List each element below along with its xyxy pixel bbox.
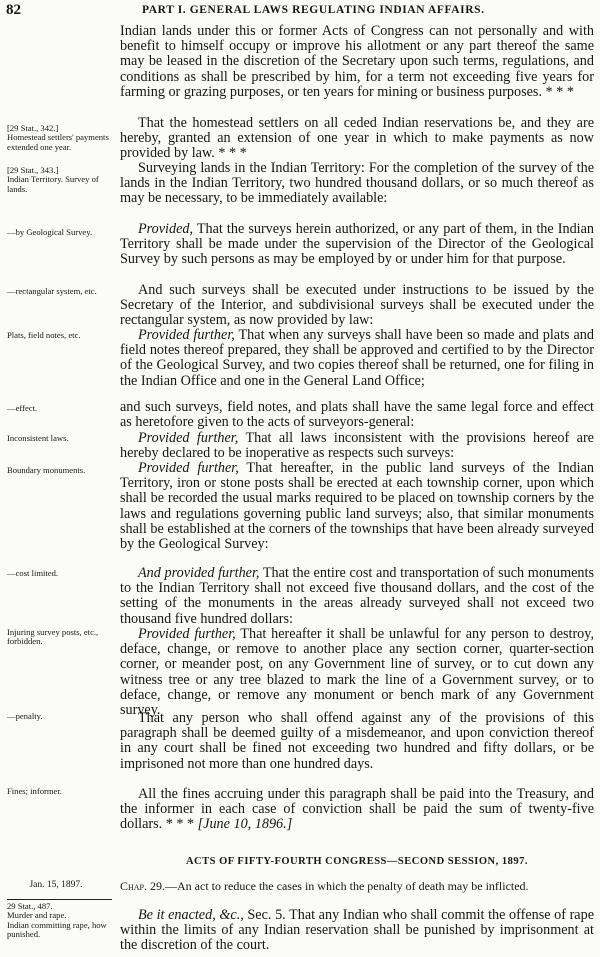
running-head-title: PART I. GENERAL LAWS REGULATING INDIAN AFFAIRS. — [142, 4, 485, 16]
paragraph-surveying-lands: Surveying lands in the Indian Territory: For the completion of the survey of the lands in the Indian Territory, two hundred thousand dollars, or so much thereof as may be necessary, to be immediately available: — [120, 160, 594, 207]
paragraph-legal-effect: and such surveys, field notes, and plats shall have the same legal force and effect as heretofore given to the acts of surveyors-general: — [120, 399, 594, 431]
margin-note-survey-of-lands: [29 Stat., 343.] Indian Territory. Survey of lands. — [7, 165, 99, 194]
enactment-date: [June 10, 1896.] — [197, 816, 293, 833]
margin-note-cost-limited: —cost limited. — [7, 568, 59, 578]
paragraph-boundary-monuments: Provided further, That hereafter, in the public land surveys of the Indian Territory, iron or stone posts shall be erected at each township corner, upon which shall be recorded the usual marks required to be placed on township corners by the laws and regulations governing public land surveys; also, that similar monuments shall be established at the corners of the townships that have been already surveyed by the Geological Survey: — [120, 460, 594, 553]
paragraph-plats-field-notes: Provided further, That when any surveys shall have been so made and plats and field notes thereof prepared, they shall be approved and certified to by the Director of the Geological Survey, and two copies thereof shall be returned, one for filing in the Indian Office and one in the General Land Office; — [120, 327, 594, 389]
margin-note-effect: —effect. — [7, 403, 38, 413]
paragraph-lease-allotment: Indian lands under this or former Acts of Congress can not personally and with benefit to himself occupy or improve his allotment or any part thereof the same may be leased in the discretion of the Secretary upon such terms, regulations, and conditions as shall be prescribed by him, for a term not exceeding five years for farming or grazing purposes, or ten years for mining or business purposes. * * * — [120, 23, 594, 100]
paragraph-penalty: That any person who shall offend against any of the provisions of this paragraph shall be deemed guilty of a misdemeanor, and upon conviction thereof in any court shall be fined not exceeding two hundred and fifty dollars, or be imprisoned not more than one hundred days. — [120, 710, 594, 772]
paragraph-rectangular-system: And such surveys shall be executed under instructions to be issued by the Secretary of the Interior, and subdivisional surveys shall be executed under the rectangular system, as now provided by law: — [120, 282, 594, 329]
chapter-label: Chap. 29. — [120, 879, 166, 893]
paragraph-geological-survey: Provided, That the surveys herein authorized, or any part of them, in the Indian Territory shall be made under the supervision of the Director of the Geological Survey by such persons as may be employed by or under him for that purpose. — [120, 221, 594, 268]
chapter-title: Chap. 29.—An act to reduce the cases in which the penalty of death may be inflicted. — [120, 879, 529, 893]
paragraph-fines-informer: All the fines accruing under this paragraph shall be paid into the Treasury, and the informer in each case of conviction shall be paid the sum of twenty-five dollars. * * * [June 10, 1896.] — [120, 786, 594, 833]
margin-note-geological-survey: —by Geological Survey. — [7, 227, 93, 237]
margin-note-plats: Plats, field notes, etc. — [7, 330, 81, 340]
paragraph-homestead-settlers: That the homestead settlers on all ceded Indian reservations be, and they are hereby, granted an extension of one year in which to make payments as now provided by law. * * * — [120, 115, 594, 162]
margin-note-boundary-monuments: Boundary monuments. — [7, 465, 86, 475]
paragraph-injuring-posts: Provided further, That hereafter it shall be unlawful for any person to destroy, deface, change, or remove to another place any section corner, quarter-section corner, or meander post, on any Government line of survey, or to cut down any witness tree or any tree blazed to mark the line of a Government survey, or to deface, change, or remove any monument or bench mark of any Government survey. — [120, 626, 594, 719]
page-number: 82 — [6, 2, 21, 18]
margin-note-homestead: [29 Stat., 342.] Homestead settlers' payments extended one year. — [7, 123, 109, 152]
paragraph-cost-limited: And provided further, That the entire cost and transportation of such monuments to the Indian Territory shall not exceed five thousand dollars, and the cost of the setting of the monuments in the areas already surveyed shall not exceed two thousand five hundred dollars: — [120, 565, 594, 627]
margin-note-rectangular-system: —rectangular system, etc. — [7, 286, 97, 296]
paragraph-rape-punishment: Be it enacted, &c., Sec. 5. That any Indian who shall commit the offense of rape within the limits of any Indian reservation shall be punished by imprisonment at the discretion of the court. — [120, 907, 594, 954]
margin-note-date: Jan. 15, 1897. — [29, 880, 83, 890]
margin-rule — [7, 899, 112, 900]
session-heading: ACTS OF FIFTY-FOURTH CONGRESS—SECOND SESSION, 1897. — [185, 856, 529, 867]
margin-note-injuring-posts: Injuring survey posts, etc., forbidden. — [7, 627, 99, 647]
running-header — [6, 2, 594, 22]
margin-note-penalty: —penalty. — [7, 711, 43, 721]
margin-note-inconsistent-laws: Inconsistent laws. — [7, 433, 69, 443]
margin-note-fines: Fines; informer. — [7, 786, 62, 796]
paragraph-inconsistent-laws: Provided further, That all laws inconsistent with the provisions hereof are hereby declared to be inoperative as respects such surveys: — [120, 430, 594, 462]
margin-note-murder-rape: 29 Stat., 487. Murder and rape. Indian committing rape, how punished. — [7, 901, 107, 940]
